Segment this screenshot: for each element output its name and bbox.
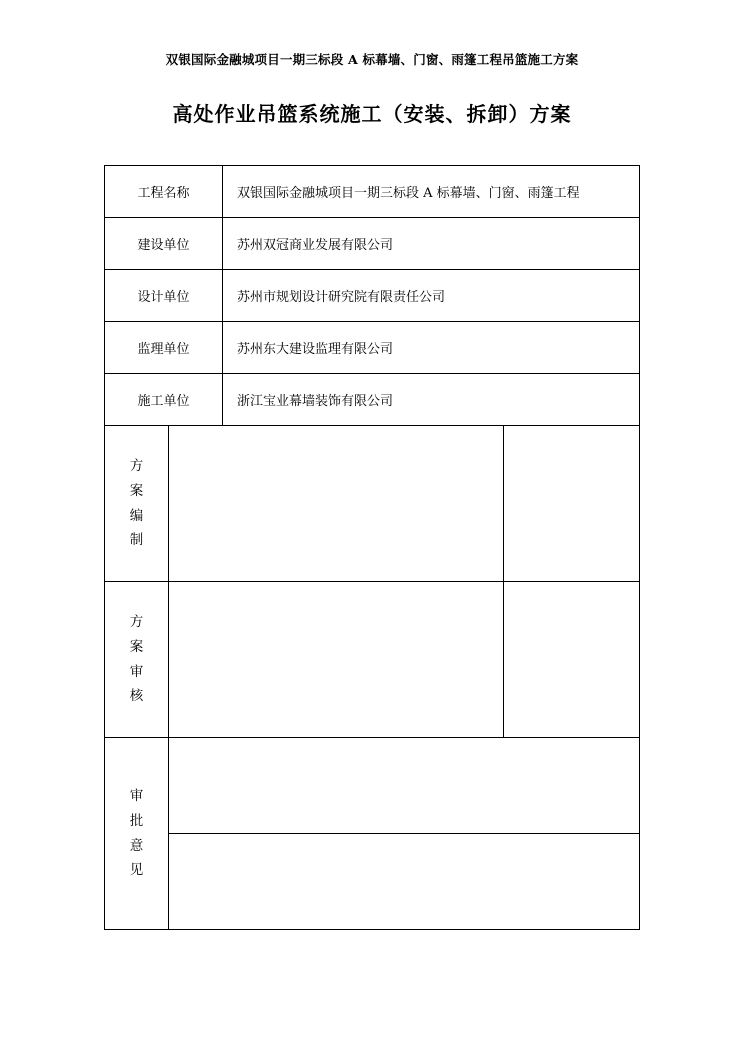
table-row-plan-review bbox=[105, 582, 640, 738]
approval-opinion-field-bottom[interactable] bbox=[169, 834, 640, 930]
vert-char: 方 bbox=[129, 613, 144, 630]
row-label-project-name: 工程名称 bbox=[105, 166, 223, 218]
plan-review-signature-field[interactable] bbox=[169, 582, 504, 738]
row-label-design-unit: 设计单位 bbox=[105, 270, 223, 322]
row-label-supervision-unit: 监理单位 bbox=[105, 322, 223, 374]
row-value-design-unit[interactable]: 苏州市规划设计研究院有限责任公司 bbox=[223, 270, 640, 322]
row-label-approval-opinion bbox=[105, 738, 169, 930]
row-label-plan-review bbox=[105, 582, 169, 738]
row-value-construction-unit[interactable]: 浙江宝业幕墙装饰有限公司 bbox=[223, 374, 640, 426]
vert-char: 编 bbox=[129, 507, 144, 524]
vert-char: 审 bbox=[129, 787, 144, 804]
plan-review-date-field[interactable] bbox=[504, 582, 640, 738]
table-row bbox=[105, 218, 640, 270]
table-row-approval-opinion bbox=[105, 738, 640, 834]
vert-char: 批 bbox=[129, 812, 144, 829]
row-label-owner-unit: 建设单位 bbox=[105, 218, 223, 270]
table-row-plan-preparation bbox=[105, 426, 640, 582]
vert-char: 方 bbox=[129, 457, 144, 474]
plan-preparation-signature-field[interactable] bbox=[169, 426, 504, 582]
project-info-table bbox=[104, 165, 640, 930]
row-value-owner-unit[interactable]: 苏州双冠商业发展有限公司 bbox=[223, 218, 640, 270]
row-label-construction-unit: 施工单位 bbox=[105, 374, 223, 426]
table-row bbox=[105, 270, 640, 322]
vert-char: 案 bbox=[129, 482, 144, 499]
plan-preparation-date-field[interactable] bbox=[504, 426, 640, 582]
table-row bbox=[105, 374, 640, 426]
document-header: 双银国际金融城项目一期三标段 A 标幕墙、门窗、雨篷工程吊篮施工方案 bbox=[165, 52, 579, 67]
vert-char: 意 bbox=[129, 837, 144, 854]
row-label-plan-preparation bbox=[105, 426, 169, 582]
table-row bbox=[105, 322, 640, 374]
vert-char: 案 bbox=[129, 638, 144, 655]
vert-char: 见 bbox=[129, 862, 144, 879]
vert-char: 制 bbox=[129, 532, 144, 549]
row-value-project-name[interactable]: 双银国际金融城项目一期三标段 A 标幕墙、门窗、雨篷工程 bbox=[223, 166, 640, 218]
vert-char: 核 bbox=[129, 688, 144, 705]
table-row-approval-opinion-2 bbox=[105, 834, 640, 930]
row-value-supervision-unit[interactable]: 苏州东大建设监理有限公司 bbox=[223, 322, 640, 374]
vert-char: 审 bbox=[129, 663, 144, 680]
table-row bbox=[105, 166, 640, 218]
page-title: 高处作业吊篮系统施工（安装、拆卸）方案 bbox=[172, 102, 572, 126]
approval-opinion-field-top[interactable] bbox=[169, 738, 640, 834]
